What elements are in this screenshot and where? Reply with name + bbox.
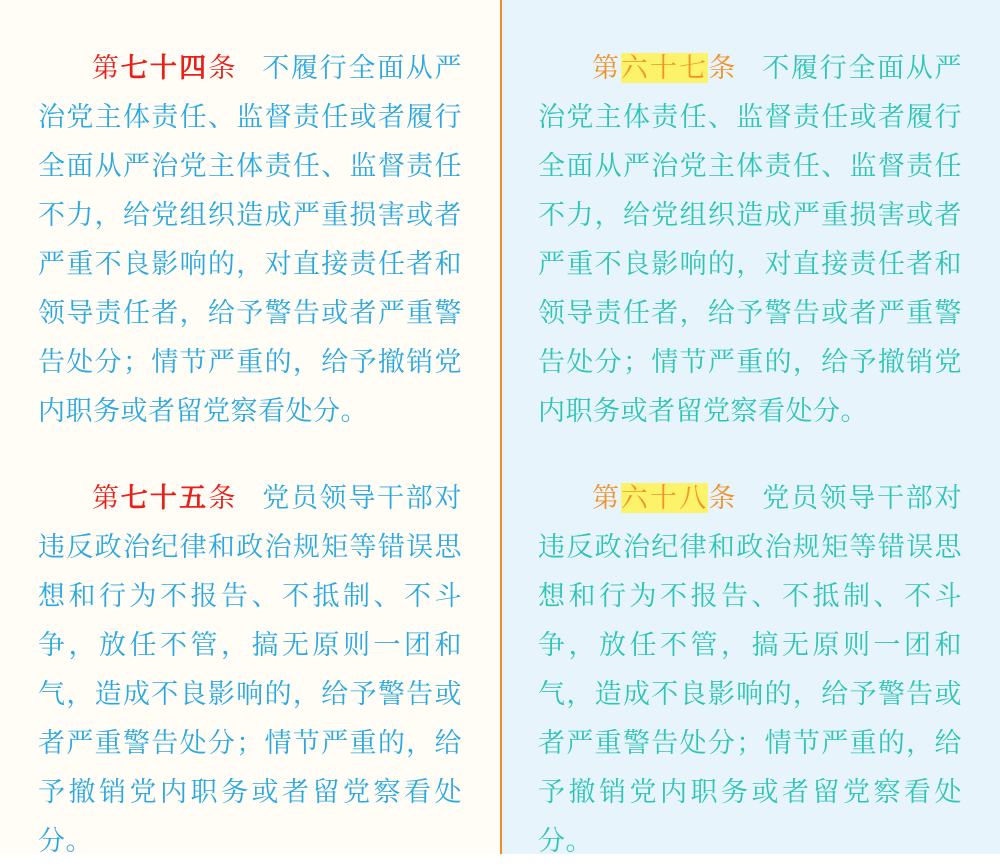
article-body: 党员领导干部对违反政治纪律和政治规矩等错误思想和行为不报告、不抵制、不斗争，放任不管，搞无原则一团和气，造成不良影响的，给予警告或者严重警告处分；情节严重的，给予撤销党内职务或者留党察看处分。: [538, 483, 963, 856]
column-divider: [500, 0, 502, 854]
article-number-highlight: 六十七: [620, 53, 709, 83]
article-label-prefix: 第: [92, 483, 121, 513]
paragraph-article-67: [538, 44, 962, 436]
article-label-prefix: 第: [92, 53, 121, 83]
column-right-new-version: [500, 0, 1000, 854]
article-label-prefix: 第: [592, 483, 621, 513]
article-body: 党员领导干部对违反政治纪律和政治规矩等错误思想和行为不报告、不抵制、不斗争，放任不管，搞无原则一团和气，造成不良影响的，给予警告或者严重警告处分；情节严重的，给予撤销党内职务或者留党察看处分。: [38, 483, 463, 856]
paragraph-article-68: [538, 474, 962, 866]
paragraph-article-75: [38, 474, 462, 866]
article-label-suffix: 条: [708, 53, 738, 83]
article-number: 七十五: [120, 483, 209, 513]
article-label-prefix: 第: [592, 53, 621, 83]
paragraph-article-74: [38, 44, 462, 436]
article-number: 七十四: [120, 53, 209, 83]
article-label-suffix: 条: [208, 53, 238, 83]
article-number-highlight: 六十八: [620, 483, 709, 513]
article-body: 不履行全面从严治党主体责任、监督责任或者履行全面从严治党主体责任、监督责任不力，给党组织造成严重损害或者严重不良影响的，对直接责任者和领导责任者，给予警告或者严重警告处分；情节严重的，给予撤销党内职务或者留党察看处分。: [38, 53, 463, 426]
article-label-suffix: 条: [208, 483, 238, 513]
column-left-old-version: [0, 0, 500, 854]
article-body: 不履行全面从严治党主体责任、监督责任或者履行全面从严治党主体责任、监督责任不力，给党组织造成严重损害或者严重不良影响的，对直接责任者和领导责任者，给予警告或者严重警告处分；情节严重的，给予撤销党内职务或者留党察看处分。: [538, 53, 963, 426]
article-label-suffix: 条: [708, 483, 738, 513]
